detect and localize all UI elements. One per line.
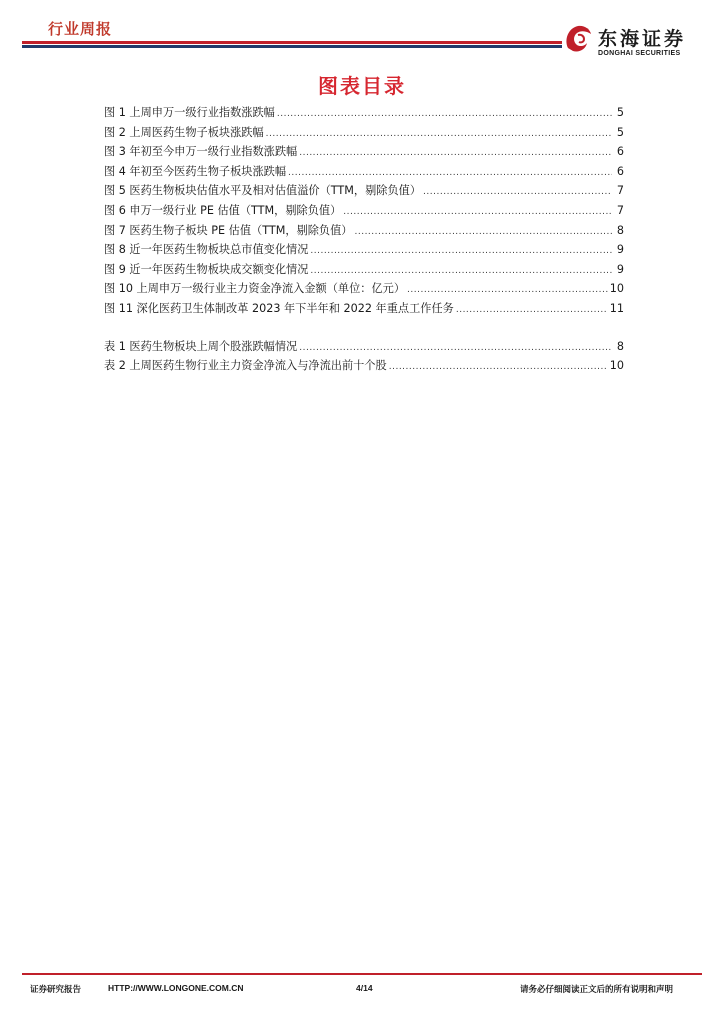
toc-entry-page: 10	[609, 359, 624, 373]
logo-chinese-name: 东海证券	[598, 28, 687, 50]
logo-english-name: DONGHAI SECURITIES	[598, 50, 681, 57]
toc-entry[interactable]	[104, 240, 624, 260]
dragon-logo-icon	[560, 20, 596, 56]
footer-disclaimer: 请务必仔细阅读正文后的所有说明和声明	[520, 985, 674, 995]
toc-entry-label: 图 1 上周申万一级行业指数涨跌幅	[104, 106, 275, 119]
toc-entry[interactable]	[104, 299, 624, 319]
toc-leader-dots	[299, 144, 612, 164]
toc-entry-page: 8	[616, 339, 624, 353]
toc-leader-dots	[456, 301, 608, 321]
toc-entry-label: 图 7 医药生物子板块 PE 估值（TTM，剔除负值）	[104, 223, 353, 237]
toc-entry[interactable]	[104, 142, 624, 162]
toc-leader-dots	[354, 223, 612, 243]
toc-entry-label: 表 1 医药生物板块上周个股涨跌幅情况	[104, 339, 298, 353]
toc-entry-page: 7	[616, 203, 624, 217]
toc-entry-label: 图 6 申万一级行业 PE 估值（TTM，剔除负值）	[104, 203, 342, 217]
report-type-label: 行业周报	[48, 20, 113, 38]
toc-entry-label: 图 3 年初至今申万一级行业指数涨跌幅	[104, 145, 298, 159]
toc-entry-label: 图 10 上周申万一级行业主力资金净流入金额（单位：亿元）	[104, 282, 406, 296]
footer-website-link[interactable]: HTTP://WWW.LONGONE.COM.CN	[108, 983, 244, 993]
toc-table-entry[interactable]	[104, 337, 624, 357]
toc-leader-dots	[343, 203, 612, 223]
toc-leader-dots	[266, 125, 612, 145]
toc-leader-dots	[310, 242, 612, 262]
toc-leader-dots	[277, 105, 612, 125]
header-divider-blue	[22, 45, 562, 48]
company-logo	[560, 20, 700, 56]
toc-entry-page: 7	[616, 184, 624, 198]
toc-entry-page: 6	[616, 145, 624, 159]
toc-entry[interactable]	[104, 221, 624, 241]
toc-title: 图表目录	[318, 74, 406, 98]
toc-entry-page: 9	[616, 262, 624, 276]
toc-entry[interactable]	[104, 103, 624, 123]
toc-entry-page: 8	[616, 223, 624, 237]
toc-entry-label: 图 5 医药生物板块估值水平及相对估值溢价（TTM，剔除负值）	[104, 184, 422, 198]
toc-entry-page: 10	[609, 282, 624, 296]
toc-entry[interactable]	[104, 123, 624, 143]
toc-entry-label: 图 8 近一年医药生物板块总市值变化情况	[104, 243, 309, 257]
toc-leader-dots	[389, 358, 608, 378]
toc-entry-page: 5	[616, 106, 624, 119]
toc-table-entry[interactable]	[104, 356, 624, 376]
toc-leader-dots	[423, 183, 612, 203]
toc-entry-label: 图 11 深化医药卫生体制改革 2023 年下半年和 2022 年重点工作任务	[104, 301, 454, 315]
toc-entry-label: 图 4 年初至今医药生物子板块涨跌幅	[104, 164, 287, 178]
footer-report-label: 证券研究报告	[30, 985, 82, 995]
toc-section-gap	[104, 319, 624, 337]
toc-entry[interactable]	[104, 181, 624, 201]
toc-entry[interactable]	[104, 162, 624, 182]
toc-list	[104, 103, 624, 376]
toc-entry-label: 图 9 近一年医药生物板块成交额变化情况	[104, 262, 309, 276]
toc-entry[interactable]	[104, 201, 624, 221]
toc-entry-page: 9	[616, 243, 624, 257]
toc-entry-page: 5	[616, 125, 624, 139]
toc-entry-label: 表 2 上周医药生物行业主力资金净流入与净流出前十个股	[104, 359, 387, 373]
page-number: 4/14	[356, 983, 373, 993]
toc-entry[interactable]	[104, 260, 624, 280]
footer-divider	[22, 973, 702, 975]
toc-entry-page: 6	[616, 164, 624, 178]
toc-entry[interactable]	[104, 279, 624, 299]
header-divider-red	[22, 41, 562, 44]
toc-entry-label: 图 2 上周医药生物子板块涨跌幅	[104, 125, 264, 139]
toc-entry-page: 11	[609, 301, 624, 315]
